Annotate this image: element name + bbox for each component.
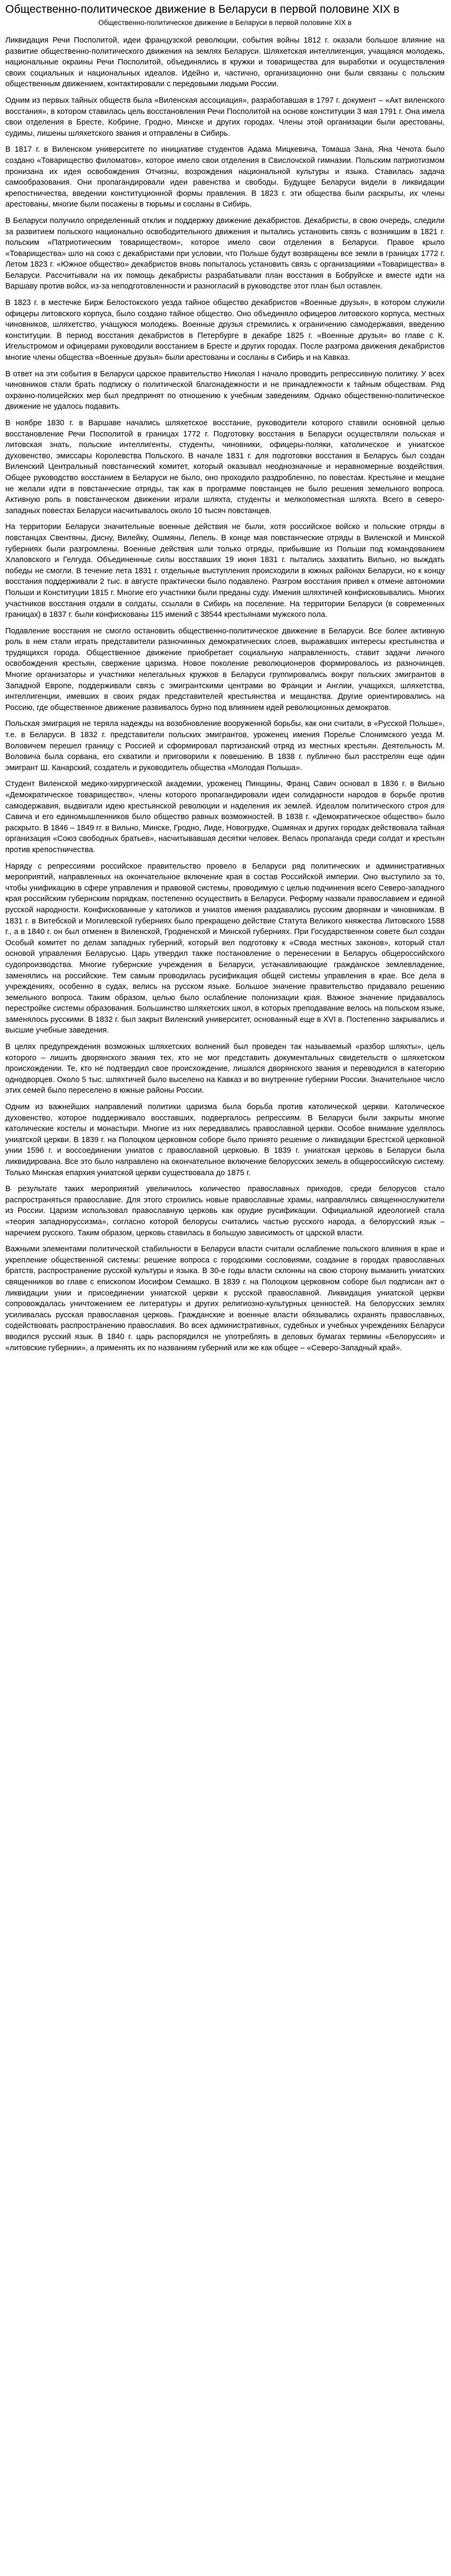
paragraph: В 1817 г. в Виленском университете по инициативе студентов Адама Мицкевича, Томаша Зана, Яна Чечота было создано «Товарищество филоматов», которое имело свои отделения в Свислочской гимназии. Польским патриотизмом пронизана их идея освобождения Отчизны, возрождения национальной культуры и языка. Ставилась задача самообразования. Они пропагандировали идеи равенства и свободы. Будущее Беларуси видели в ликвидации крепостничества, введении конституционной формы правления. В 1823 г. эти общества были раскрыты, их члены арестованы, многие были посажены в тюрьмы и сосланы в Сибирь. xyxy=(5,145,445,209)
paragraph: В результате таких мероприятий увеличилось количество православных приходов, среди белорусов стало распространяться православие. Для этого строились новые православные храмы, направлялись священнослужители из России. Царизм использовал православную церковь как орудие русификации. Официальной идеологией стала «теория западноруссизма», согласно которой белорусы считались частью русского народа, а белорусский язык – наречием русского. Таким образом, церковь ставилась в большую зависимость от царской власти. xyxy=(5,1185,445,1237)
paragraph: В Беларуси получило определенный отклик и поддержку движение декабристов. Декабристы, в свою очередь, следили за развитием польского национально освободительного движения и пытались установить связь с возникшим в 1821 г. польским «Патриотическим товариществом», которое имело свои отделения в Беларуси. Правое крыло «Товарищества» шло на союз с декабристами при условии, что Польше будут возвращены все земли в границах 1772 г. Летом 1823 г. «Южное общество» декабристов вновь попыталось установить связь с организациями «Товарищества» в Беларуси. Рассчитывали на их помощь декабристы разрабатывали план восстания в Бобруйске и вместе идти на Варшаву против войск, из-за неподготовленности и разногласий в руководстве этот план был оставлен. xyxy=(5,216,445,291)
paragraph: Студент Виленской медико-хирургической академии, уроженец Пинщины, Франц Савич основал в 1836 г. в Вильно «Демократическое товарищество», члены которого пропагандировали идеи солидарности народов в борьбе против самодержавия, выдвигали идею крестьянской революции и наделения их землей. Идеалом политического строя для Савича и его единомышленников было общество равных возможностей. В 1838 г. «Демократическое общество» было раскрыто. В 1846 – 1849 гг. в Вильно, Минске, Гродно, Лиде, Новогрудке, Ошмянах и других городах действовала тайная организация «Союз свободных братьев», насчитывавшая десятки человек. Велась пропаганда среди солдат и крестьян против крепостничества. xyxy=(5,780,445,854)
page-title: Общественно-политическое движение в Беларуси в первой половине XIX в xyxy=(5,3,399,15)
article-body xyxy=(5,35,445,1353)
paragraph: Подавление восстания не смогло остановить общественно-политическое движение в Беларуси. Все более активную роль в нем стали играть представители разночинных демократических слоев, выражавших интересы крестьянства и трудящихся города. Общественное движение приобретает социальную направленность, ставит задачи личного освобождения крестьян, свержение царизма. Новое поколение революционеров формировалось из разночинцев. Многие организаторы и участники нелегальных кружков в Беларуси группировались вокруг польских эмигрантов в Западной Европе, поддерживали связь с эмигрантскими центрами во Франции и Англии, учащихся, шляхетства, интеллигенции, имевших в своих рядах представителей крестьянства и мещанства. Другие ориентировались на Россию, где общественное движение развивалось бурно под влиянием идей революционных демократов. xyxy=(5,626,445,712)
paragraph: Польская эмиграция не теряла надежды на возобновление вооруженной борьбы, как они считали, в «Русской Польше», т.е. в Беларуси. В 1832 г. представители польских эмигрантов, уроженец имения Порелье Слонимского уезда М. Воловичем перешел границу с Россией и сформировал партизанский отряд из местных крестьян. Деятельность М. Воловича была сорвана, его схватили и приговорили к повешению. В 1838 г. публично был расстрелян еще один эмигрант Ш. Канарский, создатель и руководитель общества «Молодая Польша». xyxy=(5,720,445,772)
paragraph: Наряду с репрессиями российское правительство провело в Беларуси ряд политических и административных мероприятий, направленных на окончательное включение края в состав Российской империи. Оно выступило за то, чтобы унификацию в сфере управления и правовой системы, проводимую с целью подчинения всего Северо-западного края российским губернским порядкам, постепенно осуществить в Беларуси. Реформу назвали православием и единой русской народности. Конфискованные у католиков и униатов имения раздавались русским дворянам и чиновникам. В 1831 г. в Витебской и Могилевской губерниях было прекращено действие Статута Великого княжества Литовского 1588 г., а в 1840 г. он был отменен в Виленской, Гродненской и Минской губерниях. При Государственном совете был создан Особый комитет по делам западных губерний, который вел подготовку к «Свода местных законов», который стал основой управления Беларусью. Царь утвердил также постановление о перенесении в Беларусь общероссийского судопроизводства. Многие губернские учреждения в Беларуси, устанавливающие гражданское землевладение, заменялись на российские. Тем самым проводилась русификация общей системы управления в крае. Все дела в учреждениях, особенно в судах, велись на русском языке. Большое значение правительство придавало решению земельного вопроса. Таким образом, целью было ослабление полонизации края. Важное значение придавалось перестройке системы образования. Большинство шляхетских школ, в которых преподавание велось на польском языке, заменялось русскими. В 1832 г. был закрыт Виленский университет, основанный еще в XVI в. Постепенно закрывались и высшие учебные заведения. xyxy=(5,862,445,1035)
paragraph: В 1823 г. в местечке Бирж Белостокского уезда тайное общество декабристов «Военные друзья», в котором служили офицеры литовского корпуса, было создано тайное общество. Оно объединяло офицеров литовского корпуса, местных чиновников, шляхетство, учащуюся молодежь. Военные друзья стремились к ограничению самодержавия, введению конституции. В период восстания декабристов в Петербурге в декабре 1825 г. «Военные друзья» во главе с К. Игельстромом и офицерами руководили восстанием в Бресте и других городах. После разгрома движения декабристов многие члены общества «Военные друзья» были арестованы и сосланы в Сибирь и на Кавказ. xyxy=(5,299,445,362)
paragraph: В ответ на эти события в Беларуси царское правительство Николая I начало проводить репрессивную политику. У всех чиновников стали брать подписку о политической благонадежности и не принадлежности к тайным обществам. Ряд охранно-полицейских мер был предпринят по отношению к учебным заведениям. Однако общественно-политическое движение не удалось подавить. xyxy=(5,369,445,411)
paragraph: В целях предупреждения возможных шляхетских волнений был проведен так называемый «разбор шляхты», цель которого – лишить дворянского звания тех, кто не мог представить документальных свидетельств о шляхетском происхождении. Те, кто не подтвердил свое происхождение, лишался дворянского звания и переводился в категорию однодворцев. Около 5 тыс. шляхтичей было выселено на Кавказ и во внутренние губернии России. Значительное число этих семей было переселено в южные районы России. xyxy=(5,1043,445,1095)
paragraph: Одним из первых тайных обществ была «Виленская ассоциация», разработавшая в 1797 г. документ – «Акт виленского восстания», в котором ставилась цель восстановления Речи Посполитой на основе конституции 3 мая 1791 г. Она имела свои отделения в Бресте, Кобрине, Гродно, Минске и других городах. Члены этой организации были арестованы, судимы, лишены шляхетского звания и отправлены в Сибирь. xyxy=(5,96,445,138)
paragraph: На территории Беларуси значительные военные действия не были, хотя российское войско и польские отряды в повстанцах Свентяны, Дисну, Вилейку, Ошмяны, Лепель. В конце мая повстанческие отряды в Виленской и Минской губерниях были разгромлены. Военные действия шли только отряды, прибывшие из Польши под командованием Хлаповского и Гелгуда. Объединенные силы восставших 19 июня 1831 г. пытались захватить Вильно, но выждать победы не смогли. В течение лета 1831 г. отдельные выступления происходили в южных районах Беларуси, но к концу восстания поддерживали 2 тыс. в августе практически было подавлено. Разгром восстания привел к отмене автономии Польши и Конституции 1815 г. Многие его участники были преданы суду. Имения шляхтичей конфисковывались. Многих участников восстания отдали в солдаты, ссылали в Сибирь на поселение. На территории Беларуси (в современных границах) в 1837 г. были конфискованы 115 имений с 38544 крестьянами мужского пола. xyxy=(5,523,445,620)
paragraph: Одним из важнейших направлений политики царизма была борьба против католической церкви. Католическое духовенство, которое поддерживало восставших, подвергалось репрессиям. В Беларуси были закрыты многие католические костелы и монастыри. Многие из них передавались православной церкви. Особое внимание уделялось униатской церкви. В 1839 г. на Полоцком церковном соборе было принято решение о ликвидации Брестской церковной унии 1596 г. и воссоединении униатов с православной церковью. В 1839 г. униатская церковь в Беларуси была ликвидирована. Все это было направлено на окончательное включение белорусских земель в общероссийскую систему. Только Минская епархия униатской церкви существовала до 1875 г. xyxy=(5,1103,445,1177)
page-subtitle: Общественно-политическое движение в Беларуси в первой половине XIX в xyxy=(98,19,352,27)
paragraph: В ноябре 1830 г. в Варшаве начались шляхетское восстание, руководители которого ставили основной целью восстановление Речи Посполитой в границах 1772 г. Подготовку восстания в Беларуси осуществляли польская и литовская знать, польские интеллигенты, студенты, чиновники, офицеры-поляки, католическое и униатское духовенство, эмиссары Королевства Польского. В начале 1831 г. для подготовки восстания в Беларусь был создан Виленский Центральный повстанческий комитет, который оказывал неоднозначные и неравномерные воздействия. Общее руководство восстанием в Беларуси не было, оно проходило раздробленно, по повестам. Крестьяне и мещане не желали идти в повстанческие отряды, так как в программе повстанцев не было решения земельного вопроса. Активную роль в повстанческом движении играли шляхта, студенты и мелкопоместная шляхта. Всего в северо-западных повестах Беларуси насчитывалось около 10 тысяч повстанцев. xyxy=(5,419,445,515)
paragraph: Ликвидация Речи Посполитой, идеи французской революции, события войны 1812 г. оказали большое влияние на развитие общественно-политического движения на землях Беларуси. Шляхетская интеллигенция, учащаяся молодежь, национальные окраины Речи Посполитой, объединялись в кружки и товарищества для выработки и осуществления своих социальных и национальных идеалов. Идейно и, частично, организационно они были связаны с польским общественным движением, контактировали с передовыми людьми России. xyxy=(5,36,445,89)
paragraph: Важными элементами политической стабильности в Беларуси власти считали ослабление польского влияния в крае и укрепление общественной системы: решение вопроса с городскими сословиями, создание в городах православных братств, распространение русской культуры и языка. В 30-е годы власти склонны на свою сторону выманить униатских священников во главе с епископом Иосифом Семашко. В 1839 г. на Полоцком церковном соборе был подписан акт о ликвидации унии и присоединении униатской церкви к русской православной. Ликвидация униатской церкви сопровождалась уничтожением ее литературы и других религиозно-культурных ценностей. На белорусских землях усиливалась русская православная церковь. Гражданские и военные власти обязывались охранять православных, содействовать распространению православия. Во всех административных, судебных и учебных учреждениях Беларуси вводился русский язык. В 1840 г. царь распорядился не употреблять в деловых бумагах термины «Белоруссия» и «литовские губернии», а применять их по названиям губерний или же как общее – «Северо-Западный край». xyxy=(5,1245,445,1352)
